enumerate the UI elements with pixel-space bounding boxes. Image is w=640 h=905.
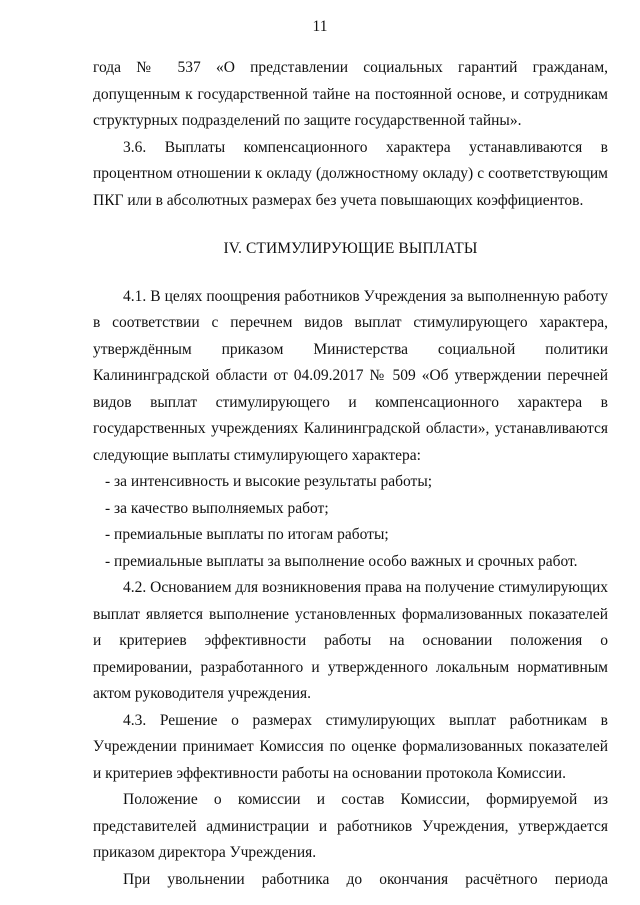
paragraph-commission: Положение о комиссии и состав Комиссии, формируемой из представителей администрации и работников Учреждения, утверждается приказом директора Учреждения.: [93, 791, 608, 861]
paragraph-4-3: 4.3. Решение о размерах стимулирующих выплат работникам в Учреждении принимает Комиссия по оценке формализованных показателей и критериев эффективности работы на основании протокола Комиссии.: [93, 711, 608, 782]
section-heading: IV. СТИМУЛИРУЮЩИЕ ВЫПЛАТЫ: [223, 240, 478, 257]
paragraph-3-6: 3.6. Выплаты компенсационного характера устанавливаются в процентном отношении к окладу (должностному окладу) с соответствующим ПКГ или в абсолютных размерах без учета повышающих коэффициентов.: [93, 138, 608, 209]
intro-paragraph: года № 537 «О представлении социальных гарантий гражданам, допущенным к государственной тайне на постоянной основе, и сотрудникам структурных подразделений по защите государственной тайны».: [93, 59, 608, 129]
paragraph-4-1: 4.1. В целях поощрения работников Учреждения за выполненную работу в соответствии с перечнем видов выплат стимулирующего характера, утверждённым приказом Министерства социальной политики Калининградской области от 04.09.2017 № 509 «Об утверждении перечней видов выплат стимулирующего и компенсационного характера в государственных учреждениях Калининградской области», устанавливаются следующие выплаты стимулирующего характера:: [93, 287, 608, 464]
paragraph-dismissal: При увольнении работника до окончания расчётного периода: [123, 870, 608, 888]
list-item: - за качество выполняемых работ;: [105, 499, 329, 517]
payments-list: [93, 469, 608, 575]
list-item: - премиальные выплаты по итогам работы;: [105, 526, 389, 543]
list-item: - за интенсивность и высокие результаты работы;: [105, 473, 433, 490]
page-number: 11: [312, 18, 328, 35]
list-item: - премиальные выплаты за выполнение особо важных и срочных работ.: [105, 552, 578, 570]
paragraph-4-2: 4.2. Основанием для возникновения права на получение стимулирующих выплат является выполнение установленных формализованных показателей и критериев эффективности работы на основании положения о премировании, разработанного и утвержденного локальным нормативным актом руководителя учреждения.: [93, 579, 608, 702]
document-body: [93, 55, 608, 893]
